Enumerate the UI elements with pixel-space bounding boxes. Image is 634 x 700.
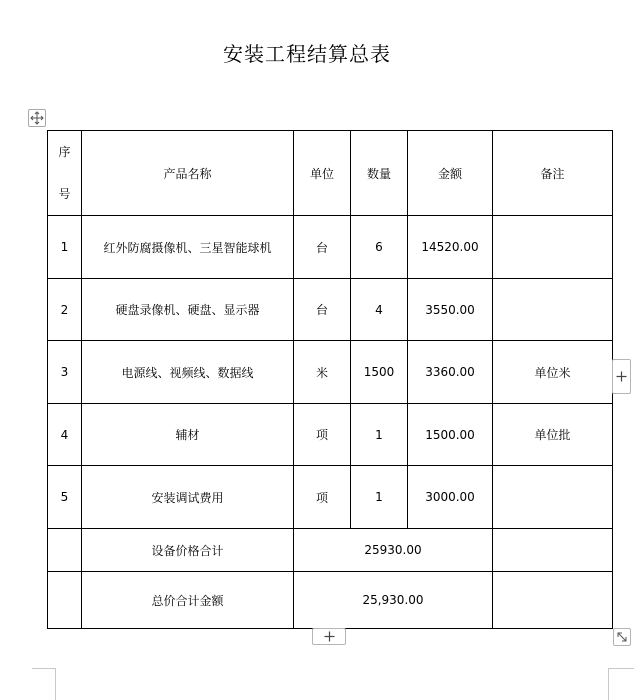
page-corner-mark-right <box>608 668 609 700</box>
add-column-button[interactable] <box>612 359 631 394</box>
cell-unit[interactable]: 项 <box>294 466 351 529</box>
cell-unit[interactable]: 米 <box>294 341 351 404</box>
table-row <box>48 404 613 466</box>
cell-product[interactable]: 辅材 <box>82 404 294 466</box>
cell-remark[interactable] <box>493 466 613 529</box>
table-resize-handle[interactable] <box>613 628 631 646</box>
document-title: 安装工程结算总表 <box>223 42 391 66</box>
page-corner-mark-right <box>608 668 634 669</box>
cell-blank[interactable] <box>493 529 613 572</box>
cell-product[interactable]: 安装调试费用 <box>82 466 294 529</box>
cell-qty[interactable]: 1 <box>351 466 408 529</box>
total-row <box>48 572 613 629</box>
cell-blank[interactable] <box>48 572 82 629</box>
total-label[interactable]: 总价合计金额 <box>82 572 294 629</box>
total-value[interactable]: 25,930.00 <box>294 572 493 629</box>
settlement-table <box>47 130 613 629</box>
cell-remark[interactable] <box>493 216 613 279</box>
cell-unit[interactable]: 台 <box>294 216 351 279</box>
total-value[interactable]: 25930.00 <box>294 529 493 572</box>
cell-unit[interactable]: 台 <box>294 279 351 341</box>
cell-amount[interactable]: 3000.00 <box>408 466 493 529</box>
cell-qty[interactable]: 1 <box>351 404 408 466</box>
cell-qty[interactable]: 1500 <box>351 341 408 404</box>
cell-unit[interactable]: 项 <box>294 404 351 466</box>
table-row <box>48 279 613 341</box>
cell-product[interactable]: 红外防腐摄像机、三星智能球机 <box>82 216 294 279</box>
header-seq[interactable] <box>48 131 82 216</box>
table-row <box>48 466 613 529</box>
cell-seq[interactable]: 4 <box>48 404 82 466</box>
add-row-button[interactable] <box>312 628 346 645</box>
cell-seq[interactable]: 3 <box>48 341 82 404</box>
total-label[interactable]: 设备价格合计 <box>82 529 294 572</box>
total-row <box>48 529 613 572</box>
resize-arrow-icon <box>616 631 628 643</box>
page-corner-mark-left <box>32 668 55 669</box>
table-row <box>48 341 613 404</box>
header-seq-line1: 序 <box>58 145 71 159</box>
table-header-row <box>48 131 613 216</box>
cell-product[interactable]: 硬盘录像机、硬盘、显示器 <box>82 279 294 341</box>
cell-qty[interactable]: 4 <box>351 279 408 341</box>
cell-product[interactable]: 电源线、视频线、数据线 <box>82 341 294 404</box>
cell-remark[interactable]: 单位批 <box>493 404 613 466</box>
cell-blank[interactable] <box>48 529 82 572</box>
cell-amount[interactable]: 3360.00 <box>408 341 493 404</box>
cell-amount[interactable]: 3550.00 <box>408 279 493 341</box>
table-row <box>48 216 613 279</box>
cell-remark[interactable] <box>493 279 613 341</box>
plus-icon <box>324 631 335 642</box>
header-remark[interactable]: 备注 <box>493 131 613 216</box>
cell-qty[interactable]: 6 <box>351 216 408 279</box>
cell-seq[interactable]: 2 <box>48 279 82 341</box>
cell-seq[interactable]: 1 <box>48 216 82 279</box>
page-corner-mark-left <box>55 668 56 700</box>
header-qty[interactable]: 数量 <box>351 131 408 216</box>
cell-amount[interactable]: 1500.00 <box>408 404 493 466</box>
header-seq-line2: 号 <box>58 187 71 201</box>
plus-icon <box>616 371 627 382</box>
cell-remark[interactable]: 单位米 <box>493 341 613 404</box>
cell-seq[interactable]: 5 <box>48 466 82 529</box>
header-unit[interactable]: 单位 <box>294 131 351 216</box>
cell-blank[interactable] <box>493 572 613 629</box>
move-arrows-icon <box>30 111 44 125</box>
table-move-handle[interactable] <box>28 109 46 127</box>
header-product[interactable]: 产品名称 <box>82 131 294 216</box>
cell-amount[interactable]: 14520.00 <box>408 216 493 279</box>
header-amount[interactable]: 金额 <box>408 131 493 216</box>
